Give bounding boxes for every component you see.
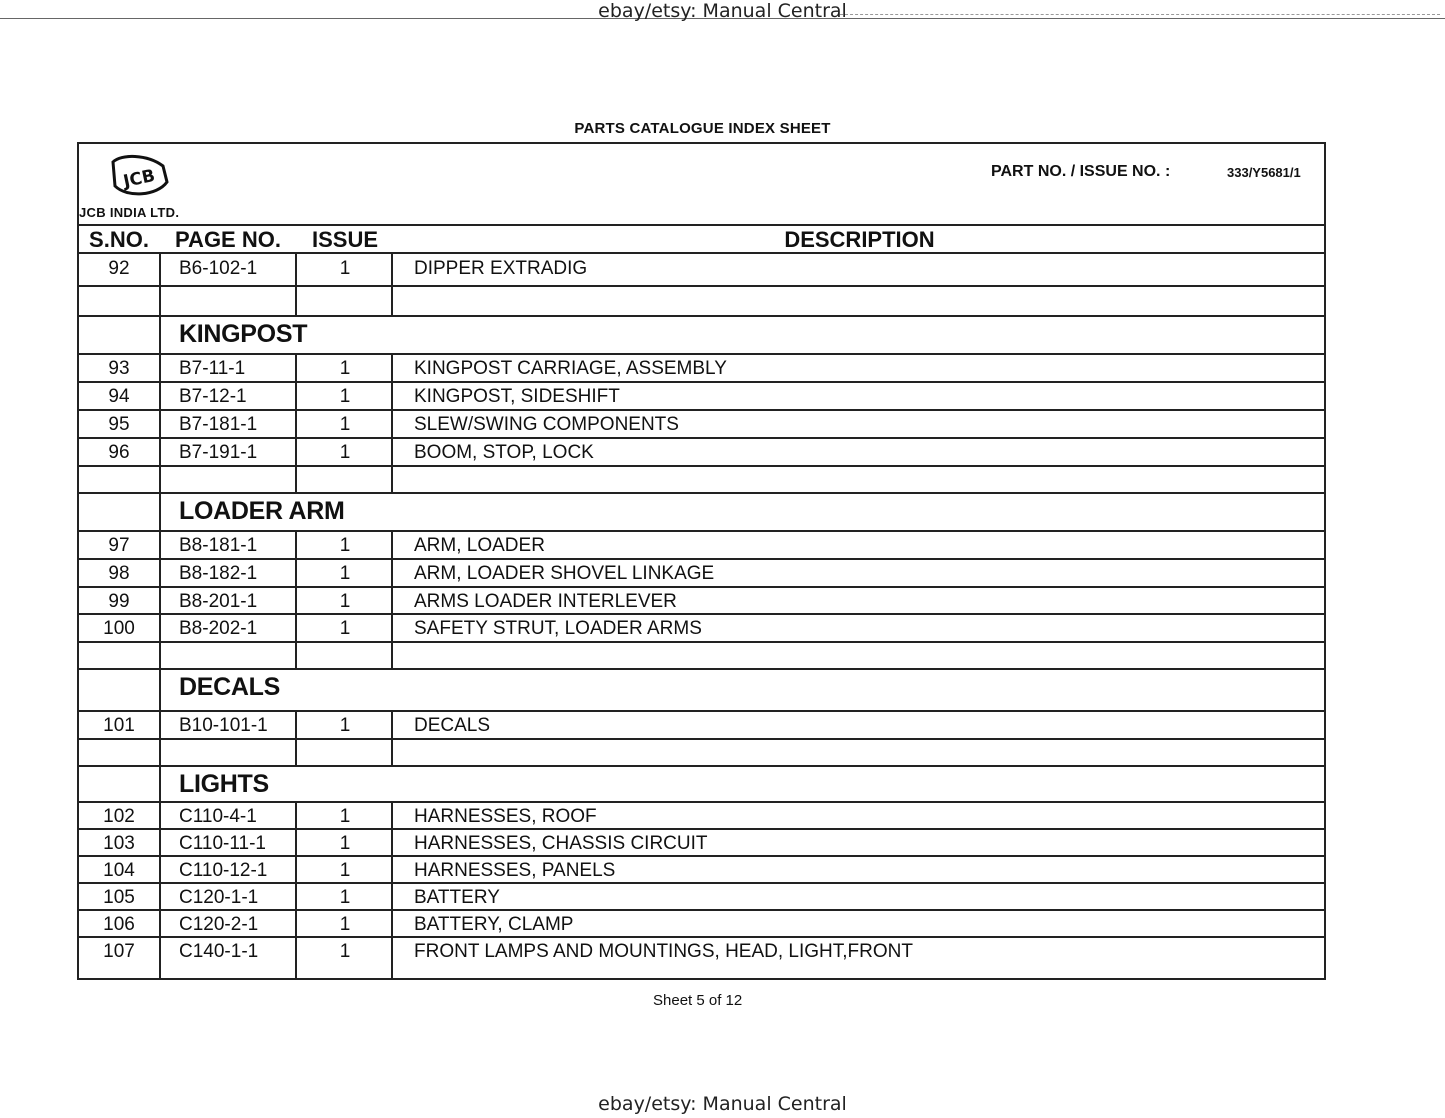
cell-page-no: B8-202-1 [179,618,258,639]
table-row [79,410,1324,438]
table-row [79,531,1324,559]
table-row [79,802,1324,829]
cell-issue: 1 [339,887,351,908]
cell-description: SLEW/SWING COMPONENTS [414,414,679,435]
cell-issue: 1 [339,860,351,881]
column-divider [159,382,161,410]
cell-issue: 1 [339,442,351,463]
column-divider [159,531,161,559]
cell-description: BOOM, STOP, LOCK [414,442,594,463]
section-heading: LIGHTS [179,770,269,798]
cell-page-no: C110-4-1 [179,806,257,827]
column-divider [159,766,161,802]
cell-sno: 100 [103,618,135,639]
cell-description: DECALS [414,715,491,736]
table-row [79,711,1324,739]
column-divider [391,382,393,410]
column-divider [391,466,393,493]
cell-sno: 101 [103,715,135,736]
column-divider [295,587,297,614]
column-divider [159,438,161,466]
column-divider [159,829,161,856]
cell-sno: 98 [108,563,130,584]
table-row [79,937,1324,978]
column-divider [391,438,393,466]
cell-issue: 1 [339,618,351,639]
cell-issue: 1 [339,591,351,612]
cell-issue: 1 [339,386,351,407]
cell-description: ARM, LOADER [414,535,545,556]
cell-page-no: C140-1-1 [179,941,259,962]
table-row [79,587,1324,614]
blank-row [79,286,1324,316]
cell-issue: 1 [339,833,351,854]
cell-description: HARNESSES, CHASSIS CIRCUIT [414,833,708,854]
watermark-bottom: ebay/etsy: Manual Central [598,1093,847,1115]
cell-page-no: C120-2-1 [179,914,259,935]
column-divider [159,802,161,829]
sheet-number: Sheet 5 of 12 [653,992,743,1009]
column-divider [159,669,161,711]
column-divider [295,883,297,910]
column-divider [295,739,297,766]
table-row [79,910,1324,937]
cell-sno: 103 [103,833,135,854]
column-divider [159,739,161,766]
cell-sno: 97 [108,535,130,556]
cell-issue: 1 [339,535,351,556]
part-issue-label: PART NO. / ISSUE NO. : [991,163,1171,180]
cell-sno: 104 [103,860,135,881]
column-divider [295,829,297,856]
section-heading: KINGPOST [179,320,308,348]
column-divider [295,559,297,587]
column-divider [391,254,393,286]
column-divider [159,254,161,286]
cell-description: HARNESSES, ROOF [414,806,597,827]
column-divider [159,642,161,669]
column-divider [295,614,297,642]
index-table [77,142,1326,980]
column-divider [159,354,161,382]
column-divider [391,739,393,766]
column-divider [295,711,297,739]
column-divider [295,438,297,466]
column-divider [295,286,297,316]
cell-issue: 1 [339,258,351,279]
cell-description: KINGPOST, SIDESHIFT [414,386,620,407]
blank-row [79,739,1324,766]
column-divider [295,466,297,493]
cell-page-no: B8-181-1 [179,535,258,556]
company-name: JCB INDIA LTD. [79,205,180,220]
cell-page-no: C110-11-1 [179,833,266,854]
column-divider [391,531,393,559]
row-rule [79,315,1324,317]
column-divider [159,614,161,642]
row-rule [79,765,1324,767]
cell-page-no: B6-102-1 [179,258,258,279]
cell-sno: 102 [103,806,135,827]
cell-sno: 92 [108,258,130,279]
column-divider [159,466,161,493]
column-divider [295,531,297,559]
jcb-logo-icon [107,152,171,200]
column-divider [391,354,393,382]
watermark-top: ebay/etsy: Manual Central [598,0,847,22]
column-divider [391,642,393,669]
blank-row [79,642,1324,669]
part-issue-value: 333/Y5681/1 [1227,165,1301,180]
column-divider [295,382,297,410]
cell-page-no: C110-12-1 [179,860,268,881]
column-divider [391,883,393,910]
cell-description: BATTERY [414,887,500,908]
column-divider [159,937,161,978]
row-rule [79,668,1324,670]
cell-sno: 95 [108,414,130,435]
table-row [79,883,1324,910]
cell-issue: 1 [339,414,351,435]
cell-description: KINGPOST CARRIAGE, ASSEMBLY [414,358,727,379]
column-divider [159,910,161,937]
cell-sno: 107 [103,941,135,962]
cell-sno: 94 [108,386,130,407]
col-header-page: PAGE NO. [175,227,281,252]
column-divider [391,802,393,829]
cell-issue: 1 [339,941,351,962]
section-heading: DECALS [179,673,280,701]
cell-page-no: B7-12-1 [179,386,247,407]
column-divider [391,856,393,883]
table-header [79,224,1324,254]
cell-description: DIPPER EXTRADIG [414,258,588,279]
table-row [79,382,1324,410]
table-row [79,438,1324,466]
cell-description: ARM, LOADER SHOVEL LINKAGE [414,563,715,584]
column-divider [159,559,161,587]
col-header-issue: ISSUE [311,227,379,252]
column-divider [391,614,393,642]
col-header-sno: S.NO. [89,227,149,252]
cell-issue: 1 [339,914,351,935]
row-rule [79,492,1324,494]
table-row [79,829,1324,856]
column-divider [159,493,161,531]
section-heading: LOADER ARM [179,497,345,525]
column-divider [159,587,161,614]
table-row [79,559,1324,587]
column-divider [391,711,393,739]
cell-page-no: B7-181-1 [179,414,258,435]
table-row [79,254,1324,286]
blank-row [79,466,1324,493]
column-divider [295,354,297,382]
column-divider [391,829,393,856]
cell-sno: 106 [103,914,135,935]
cell-issue: 1 [339,715,351,736]
column-divider [391,587,393,614]
cell-page-no: B10-101-1 [179,715,268,736]
table-row [79,354,1324,382]
column-divider [295,910,297,937]
cell-description: FRONT LAMPS AND MOUNTINGS, HEAD, LIGHT,FRONT [414,941,913,962]
table-row [79,856,1324,883]
cell-issue: 1 [339,806,351,827]
column-divider [295,254,297,286]
cell-description: HARNESSES, PANELS [414,860,616,881]
column-divider [391,910,393,937]
logo-text: JCB [121,165,157,193]
cell-issue: 1 [339,563,351,584]
column-divider [295,642,297,669]
column-divider [295,937,297,978]
cell-sno: 96 [108,442,130,463]
cell-page-no: B8-182-1 [179,563,258,584]
cell-issue: 1 [339,358,351,379]
column-divider [295,856,297,883]
cell-description: SAFETY STRUT, LOADER ARMS [414,618,702,639]
column-divider [391,559,393,587]
cell-sno: 105 [103,887,135,908]
column-divider [159,711,161,739]
column-divider [159,856,161,883]
cell-page-no: C120-1-1 [179,887,259,908]
column-divider [391,937,393,978]
sheet-title: PARTS CATALOGUE INDEX SHEET [574,120,831,137]
column-divider [159,883,161,910]
column-divider [295,802,297,829]
column-divider [159,286,161,316]
column-divider [159,410,161,438]
column-divider [391,410,393,438]
cell-page-no: B7-191-1 [179,442,258,463]
table-row [79,614,1324,642]
column-divider [159,316,161,354]
cell-sno: 99 [108,591,130,612]
col-header-description: DESCRIPTION [784,227,935,252]
column-divider [295,410,297,438]
cell-page-no: B8-201-1 [179,591,258,612]
column-divider [391,286,393,316]
cell-sno: 93 [108,358,130,379]
cell-description: ARMS LOADER INTERLEVER [414,591,677,612]
cell-page-no: B7-11-1 [179,358,246,379]
cell-description: BATTERY, CLAMP [414,914,574,935]
